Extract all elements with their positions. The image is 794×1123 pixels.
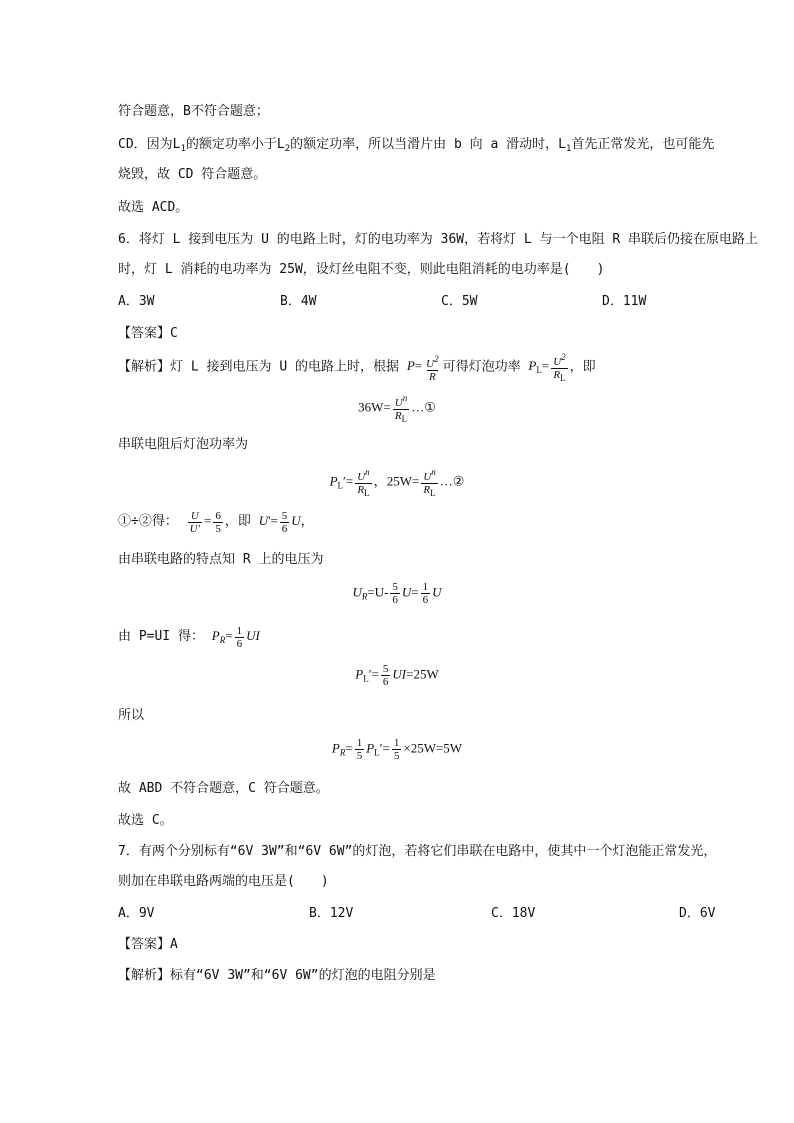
paragraph-line: 所以: [118, 708, 145, 723]
paragraph-line: 烧毁，故 CD 符合题意。: [118, 167, 267, 182]
paragraph-line: 由串联电路的特点知 R 上的电压为: [118, 552, 324, 567]
equation-2: $P_L'=$ $\frac{U^n}{R_L}$ ，25W= $\frac{U^n}{R_L}$ …②: [329, 467, 465, 498]
formula: $P_L=$ $\frac{U^2}{R_L}$: [528, 352, 566, 383]
answer-value: C: [170, 326, 178, 341]
explanation-line: 由 P=UI 得： $P_R=$ $\frac{1}{6}$ UI: [118, 624, 260, 650]
option-c: C．5W: [441, 294, 478, 309]
option-b: B．4W: [280, 294, 317, 309]
explanation-label: 【解析】: [118, 359, 171, 375]
formula: $\frac{U}{U'}$ = $\frac{6}{5}$: [189, 509, 221, 535]
answer-label: 【答案】: [118, 326, 171, 341]
paragraph-line: 故选 C。: [118, 813, 173, 828]
question-6-stem: 6．将灯 L 接到电压为 U 的电路上时，灯的电功率为 36W，若将灯 L 与一个电阻 R 串联后仍接在原电路上: [118, 232, 759, 247]
explanation-line: 【解析】灯 L 接到电压为 U 的电路上时，根据 P= $\frac{U^2}{R}$ 可得灯泡功率 $P_L=$ $\frac{U^2}{R_L}$ ，即: [118, 352, 596, 383]
explanation-line: ①÷②得： $\frac{U}{U'}$ = $\frac{6}{5}$ ，即 U'= $\frac{5}{6}$ U，: [118, 509, 314, 535]
answer-value: A: [170, 937, 178, 952]
equation-3: $U_R=U-$ $\frac{5}{6}$ U= $\frac{1}{6}$ U: [352, 581, 442, 606]
answer-line: [118, 325, 178, 343]
option-b: B．12V: [309, 906, 354, 921]
paragraph-line: 故选 ACD。: [118, 200, 189, 215]
question-6-stem: 时，灯 L 消耗的电功率为 25W，设灯丝电阻不变，则此电阻消耗的电功率是( ): [118, 262, 605, 277]
answer-line: [118, 936, 178, 954]
paragraph-line: CD．因为$L_1$的额定功率小于$L_2$的额定功率，所以当滑片由 b 向 a 滑动时，$L_1$首先正常发光，也可能先: [118, 137, 715, 154]
option-d: D．6V: [679, 906, 716, 921]
equation-5: $P_R=$ $\frac{1}{5}$ $P_L'=$ $\frac{1}{5}$ ×25W=5W: [331, 737, 463, 762]
equation-4: $P_L'=$ $\frac{5}{6}$ UI=25W: [355, 663, 439, 688]
option-d: D．11W: [602, 294, 647, 309]
paragraph-line: 串联电阻后灯泡功率为: [118, 437, 249, 452]
explanation-label: 【解析】: [118, 968, 171, 983]
option-c: C．18V: [491, 906, 536, 921]
question-7-stem: 7．有两个分别标有“6V 3W”和“6V 6W”的灯泡，若将它们串联在电路中，使其中一个灯泡能正常发光，: [118, 844, 717, 859]
paragraph-line: 故 ABD 不符合题意，C 符合题意。: [118, 781, 329, 796]
explanation-line: 【解析】标有“6V 3W”和“6V 6W”的灯泡的电阻分别是: [118, 968, 436, 983]
answer-label: 【答案】: [118, 937, 171, 952]
formula: U'= $\frac{5}{6}$ U: [258, 509, 301, 535]
formula: P= $\frac{U^2}{R}$: [406, 353, 439, 383]
formula: $P_R=$ $\frac{1}{6}$ UI: [211, 624, 260, 650]
equation-1: 36W= $\frac{U^n}{R_L}$ …①: [358, 393, 436, 424]
question-7-stem: 则加在串联电路两端的电压是( ): [118, 874, 329, 889]
option-a: A．3W: [118, 294, 155, 309]
paragraph-line: 符合题意，B不符合题意；: [118, 104, 269, 119]
option-a: A．9V: [118, 906, 155, 921]
